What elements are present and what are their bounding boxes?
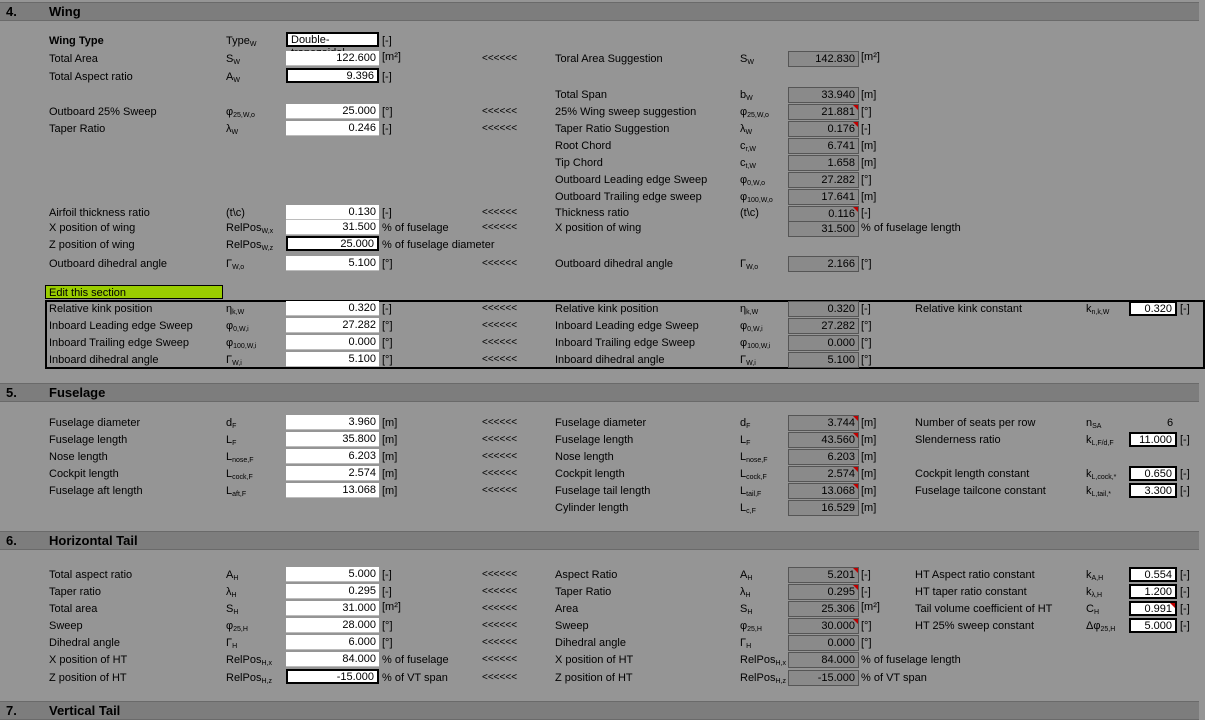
suggestion-arrow: <<<<<< [482,53,518,64]
ht-aspect-label: Total aspect ratio [49,569,133,581]
ht-area-suggestion-symbol: $S_H$ [740,603,753,616]
inboard-le-sweep-input[interactable]: 27.282 [286,318,379,333]
ht-area-suggestion-value: 25.306 [788,601,859,617]
inboard-dihedral-input[interactable]: 5.100 [286,352,379,367]
wing-zpos-label: Z position of wing [49,239,135,251]
section-header-vtail [0,701,1199,720]
ht-area-suggestion-label: Area [555,603,579,615]
wing-le-sweep-label: Outboard Leading edge Sweep [555,174,708,186]
wing-span-label: Total Span [555,89,607,101]
ht-dihedral-symbol: $\Gamma_H$ [226,637,238,650]
wing-taper-suggestion-value: 0.176 [788,121,859,137]
nose-length-suggestion-unit: [m] [861,451,877,463]
wing-thickness-unit: [-] [382,207,392,219]
ht-zpos-suggestion-value: -15.000 [788,670,859,686]
cylinder-length-value: 16.529 [788,500,859,516]
inboard-dihedral-symbol: $\Gamma_{W,i}$ [226,354,242,367]
ht-sweep-constant-symbol: $\Delta\varphi_{25,H}$ [1086,620,1116,633]
kink-position-input[interactable]: 0.320 [286,301,379,316]
tailcone-constant-unit: [-] [1180,485,1190,497]
wing-type-input[interactable]: Double- [286,32,379,47]
ht-aspect-input[interactable]: 5.000 [286,567,379,582]
ht-sweep-suggestion-symbol: $\varphi_{25,H}$ [740,620,762,633]
nose-length-suggestion-symbol: $L_{nose,F}$ [740,451,768,464]
wing-taper-unit: [-] [382,123,392,135]
wing-xpos-unit: % of fuselage [382,222,449,234]
wing-zpos-input[interactable]: 25.000 [286,236,379,251]
cylinder-length-symbol: $L_{c,F}$ [740,502,756,515]
wing-te-sweep-value: 17.641 [788,189,859,205]
ht-taper-constant-input[interactable]: 1.200 [1129,584,1177,599]
wing-root-chord-label: Root Chord [555,140,612,152]
cockpit-constant-unit: [-] [1180,468,1190,480]
cylinder-length-unit: [m] [861,502,877,514]
ht-area-input[interactable]: 31.000 [286,601,379,616]
wing-thickness-suggestion-symbol: (t\c) [740,207,759,219]
suggestion-arrow: <<<<<< [482,434,518,445]
fuselage-diameter-suggestion-symbol: $d_F$ [740,417,751,430]
tailcone-constant-input[interactable]: 3.300 [1129,483,1177,498]
suggestion-arrow: <<<<<< [482,123,518,134]
inboard-te-sweep-suggestion-value: 0.000 [788,335,859,351]
wing-area-suggestion-value: 142.830 [788,51,859,67]
wing-sweep-unit: [°] [382,106,393,118]
suggestion-arrow: <<<<<< [482,106,518,117]
inboard-le-sweep-label: Inboard Leading edge Sweep [49,320,193,332]
wing-dihedral-suggestion-symbol: $\Gamma_{W,o}$ [740,258,759,271]
wing-aspect-ratio-unit: [-] [382,71,392,83]
fuselage-length-unit: [m] [382,434,398,446]
wing-xpos-input[interactable]: 31.500 [286,220,379,235]
wing-area-input[interactable]: 122.600 [286,51,379,66]
fuselage-diameter-label: Fuselage diameter [49,417,141,429]
kink-position-suggestion-symbol: $\eta_{k,W}$ [740,303,759,316]
tailcone-constant-label: Fuselage tailcone constant [915,485,1046,497]
ht-aspect-suggestion-label: Aspect Ratio [555,569,618,581]
kink-position-label: Relative kink position [49,303,153,315]
wing-root-chord-symbol: $c_{r,W}$ [740,140,756,153]
cockpit-constant-symbol: $k_{L,cock,*}$ [1086,468,1117,481]
wing-dihedral-symbol: $\Gamma_{W,o}$ [226,258,245,271]
ht-aspect-unit: [-] [382,569,392,581]
ht-volume-symbol: $C_H$ [1086,603,1100,616]
suggestion-arrow: <<<<<< [482,603,518,614]
ht-aspect-symbol: $A_H$ [226,569,239,582]
nose-length-suggestion-label: Nose length [555,451,614,463]
wing-dihedral-suggestion-label: Outboard dihedral angle [555,258,674,270]
ht-taper-suggestion-symbol: $\lambda_H$ [740,586,751,599]
ht-dihedral-unit: [°] [382,637,393,649]
ht-sweep-suggestion-label: Sweep [555,620,589,632]
inboard-le-sweep-suggestion-symbol: $\varphi_{0,W,i}$ [740,320,763,333]
fuselage-diameter-symbol: $d_F$ [226,417,237,430]
wing-taper-suggestion-unit: [-] [861,123,871,135]
wing-dihedral-label: Outboard dihedral angle [49,258,168,270]
wing-dihedral-input[interactable]: 5.100 [286,256,379,271]
fuselage-diameter-unit: [m] [382,417,398,429]
suggestion-arrow: <<<<<< [482,258,518,269]
ht-xpos-symbol: RelPos$_{H,x}$ [226,654,272,667]
wing-thickness-input[interactable]: 0.130 [286,205,379,220]
ht-sweep-symbol: $\varphi_{25,H}$ [226,620,248,633]
ht-area-unit: [m²] [382,601,401,613]
inboard-le-sweep-suggestion-value: 27.282 [788,318,859,334]
fuselage-length-suggestion-unit: [m] [861,434,877,446]
section-title: Vertical Tail [49,703,121,718]
suggestion-arrow: <<<<<< [482,468,518,479]
fuselage-length-input[interactable]: 35.800 [286,432,379,447]
ht-aspect-constant-symbol: $k_{A,H}$ [1086,569,1104,582]
ht-xpos-unit: % of fuselage [382,654,449,666]
wing-sweep-label: Outboard 25% Sweep [49,106,157,118]
aft-length-unit: [m] [382,485,398,497]
section-title: Horizontal Tail [49,533,138,548]
nose-length-input[interactable]: 6.203 [286,449,379,464]
inboard-dihedral-unit: [°] [382,354,393,366]
inboard-te-sweep-symbol: $\varphi_{100,W,i}$ [226,337,257,350]
tail-length-suggestion-symbol: $L_{tail,F}$ [740,485,762,498]
ht-taper-constant-label: HT taper ratio constant [915,586,1027,598]
seats-per-row-label: Number of seats per row [915,417,1036,429]
slenderness-input[interactable]: 11.000 [1129,432,1177,447]
ht-taper-unit: [-] [382,586,392,598]
wing-type-symbol: Type$_W$ [226,35,257,48]
cockpit-length-label: Cockpit length [49,468,119,480]
ht-aspect-suggestion-symbol: $A_H$ [740,569,753,582]
wing-aspect-ratio-label: Total Aspect ratio [49,71,133,83]
cockpit-constant-label: Cockpit length constant [915,468,1030,480]
wing-sweep-input[interactable]: 25.000 [286,104,379,119]
ht-volume-label: Tail volume coefficient of HT [915,603,1053,615]
cockpit-constant-input[interactable]: 0.650 [1129,466,1177,481]
wing-thickness-label: Airfoil thickness ratio [49,207,150,219]
cylinder-length-label: Cylinder length [555,502,629,514]
slenderness-symbol: $k_{L,F/d,F}$ [1086,434,1114,447]
ht-xpos-suggestion-label: X position of HT [555,654,634,666]
ht-area-label: Total area [49,603,98,615]
wing-span-value: 33.940 [788,87,859,103]
ht-xpos-suggestion-symbol: RelPos$_{H,x}$ [740,654,786,667]
suggestion-arrow: <<<<<< [482,354,518,365]
ht-aspect-constant-unit: [-] [1180,569,1190,581]
wing-thickness-suggestion-label: Thickness ratio [555,207,629,219]
wing-xpos-suggestion-value: 31.500 [788,221,859,237]
suggestion-arrow: <<<<<< [482,485,518,496]
ht-taper-suggestion-value: 0.295 [788,584,859,600]
fuselage-length-suggestion-symbol: $L_F$ [740,434,751,447]
ht-aspect-constant-input[interactable]: 0.554 [1129,567,1177,582]
cockpit-length-symbol: $L_{cock,F}$ [226,468,253,481]
wing-area-suggestion-label: Toral Area Suggestion [555,53,663,65]
cockpit-length-input[interactable]: 2.574 [286,466,379,481]
ht-dihedral-suggestion-value: 0.000 [788,635,859,651]
wing-thickness-suggestion-value: 0.116 [788,206,859,222]
wing-area-unit: [m²] [382,51,401,63]
suggestion-arrow: <<<<<< [482,320,518,331]
suggestion-arrow: <<<<<< [482,586,518,597]
suggestion-arrow: <<<<<< [482,417,518,428]
kink-constant-label: Relative kink constant [915,303,1022,315]
suggestion-arrow: <<<<<< [482,451,518,462]
wing-area-symbol: $S_W$ [226,53,240,66]
inboard-dihedral-suggestion-unit: [°] [861,354,872,366]
section-number: 6. [6,533,17,548]
section-number: 5. [6,385,17,400]
ht-taper-suggestion-label: Taper Ratio [555,586,612,598]
ht-sweep-label: Sweep [49,620,83,632]
section-header-htail [0,531,1199,550]
nose-length-unit: [m] [382,451,398,463]
wing-area-suggestion-symbol: $S_W$ [740,53,754,66]
wing-te-sweep-symbol: $\varphi_{100,W,o}$ [740,191,773,204]
ht-aspect-constant-label: HT Aspect ratio constant [915,569,1035,581]
wing-zpos-unit: % of fuselage diameter [382,239,495,251]
inboard-te-sweep-suggestion-unit: [°] [861,337,872,349]
cockpit-length-suggestion-unit: [m] [861,468,877,480]
wing-taper-suggestion-label: Taper Ratio Suggestion [555,123,670,135]
wing-xpos-suggestion-label: X position of wing [555,222,642,234]
wing-sweep-symbol: $\varphi_{25,W,o}$ [226,106,255,119]
inboard-dihedral-suggestion-symbol: $\Gamma_{W,i}$ [740,354,756,367]
suggestion-arrow: <<<<<< [482,303,518,314]
inboard-dihedral-label: Inboard dihedral angle [49,354,159,366]
section-header-fuselage [0,383,1199,402]
ht-taper-suggestion-unit: [-] [861,586,871,598]
ht-sweep-suggestion-value: 30.000 [788,618,859,634]
wing-xpos-label: X position of wing [49,222,136,234]
ht-aspect-suggestion-value: 5.201 [788,567,859,583]
wing-tip-chord-unit: [m] [861,157,877,169]
wing-xpos-suggestion-unit: % of fuselage length [861,222,961,234]
wing-aspect-ratio-symbol: $A_W$ [226,71,240,84]
section-title: Wing [49,4,81,19]
wing-tip-chord-value: 1.658 [788,155,859,171]
wing-type-unit: [-] [382,35,392,47]
wing-root-chord-value: 6.741 [788,138,859,154]
inboard-dihedral-suggestion-label: Inboard dihedral angle [555,354,665,366]
kink-position-symbol: $\eta_{k,W}$ [226,303,245,316]
wing-thickness-suggestion-unit: [-] [861,207,871,219]
wing-area-label: Total Area [49,53,98,65]
inboard-le-sweep-symbol: $\varphi_{0,W,i}$ [226,320,249,333]
ht-zpos-symbol: RelPos$_{H,z}$ [226,672,272,685]
wing-thickness-symbol: (t\c) [226,207,245,219]
ht-area-suggestion-unit: [m²] [861,601,880,613]
ht-zpos-label: Z position of HT [49,672,127,684]
seats-per-row-symbol: $n_{SA}$ [1086,417,1102,430]
ht-dihedral-label: Dihedral angle [49,637,120,649]
ht-taper-label: Taper ratio [49,586,101,598]
ht-sweep-constant-unit: [-] [1180,620,1190,632]
suggestion-arrow: <<<<<< [482,672,518,683]
edit-section-banner[interactable]: Edit this section [45,285,223,299]
wing-taper-symbol: $\lambda_W$ [226,123,239,136]
ht-xpos-label: X position of HT [49,654,128,666]
tail-length-suggestion-unit: [m] [861,485,877,497]
fuselage-diameter-suggestion-label: Fuselage diameter [555,417,647,429]
wing-le-sweep-value: 27.282 [788,172,859,188]
cockpit-length-suggestion-value: 2.574 [788,466,859,482]
ht-zpos-suggestion-symbol: RelPos$_{H,z}$ [740,672,786,685]
wing-taper-label: Taper Ratio [49,123,106,135]
kink-position-suggestion-unit: [-] [861,303,871,315]
ht-sweep-constant-label: HT 25% sweep constant [915,620,1035,632]
fuselage-diameter-suggestion-value: 3.744 [788,415,859,431]
inboard-te-sweep-label: Inboard Trailing edge Sweep [49,337,190,349]
inboard-te-sweep-unit: [°] [382,337,393,349]
inboard-le-sweep-unit: [°] [382,320,393,332]
kink-constant-symbol: $k_{n,k,W}$ [1086,303,1110,316]
tail-length-suggestion-label: Fuselage tail length [555,485,651,497]
suggestion-arrow: <<<<<< [482,207,518,218]
wing-area-suggestion-unit: [m²] [861,51,880,63]
suggestion-arrow: <<<<<< [482,654,518,665]
fuselage-diameter-suggestion-unit: [m] [861,417,877,429]
ht-sweep-unit: [°] [382,620,393,632]
wing-sweep-suggestion-label: 25% Wing sweep suggestion [555,106,697,118]
wing-sweep-suggestion-unit: [°] [861,106,872,118]
ht-volume-unit: [-] [1180,603,1190,615]
suggestion-arrow: <<<<<< [482,222,518,233]
kink-constant-unit: [-] [1180,303,1190,315]
kink-position-suggestion-value: 0.320 [788,301,859,317]
wing-sweep-suggestion-value: 21.881 [788,104,859,120]
suggestion-arrow: <<<<<< [482,637,518,648]
fuselage-length-suggestion-label: Fuselage length [555,434,634,446]
wing-tip-chord-label: Tip Chord [555,157,603,169]
wing-taper-suggestion-symbol: $\lambda_W$ [740,123,753,136]
cockpit-length-unit: [m] [382,468,398,480]
ht-dihedral-suggestion-unit: [°] [861,637,872,649]
ht-xpos-input[interactable]: 84.000 [286,652,379,667]
tail-length-suggestion-value: 13.068 [788,483,859,499]
wing-type-label: Wing Type [49,35,104,47]
aft-length-symbol: $L_{aft,F}$ [226,485,247,498]
ht-taper-constant-symbol: $k_{\lambda,H}$ [1086,586,1102,599]
section-number: 7. [6,703,17,718]
ht-dihedral-suggestion-symbol: $\Gamma_H$ [740,637,752,650]
ht-zpos-unit: % of VT span [382,672,448,684]
kink-position-suggestion-label: Relative kink position [555,303,659,315]
wing-le-sweep-symbol: $\varphi_{0,W,o}$ [740,174,766,187]
ht-zpos-input[interactable]: -15.000 [286,669,379,684]
wing-taper-input[interactable]: 0.246 [286,121,379,136]
ht-xpos-suggestion-unit: % of fuselage length [861,654,961,666]
inboard-te-sweep-suggestion-label: Inboard Trailing edge Sweep [555,337,696,349]
ht-xpos-suggestion-value: 84.000 [788,652,859,668]
inboard-te-sweep-suggestion-symbol: $\varphi_{100,W,i}$ [740,337,771,350]
fuselage-length-symbol: $L_F$ [226,434,237,447]
wing-zpos-symbol: RelPos$_{W,z}$ [226,239,274,252]
fuselage-length-suggestion-value: 43.560 [788,432,859,448]
wing-te-sweep-label: Outboard Trailing edge sweep [555,191,702,203]
ht-zpos-suggestion-unit: % of VT span [861,672,927,684]
wing-dihedral-unit: [°] [382,258,393,270]
wing-root-chord-unit: [m] [861,140,877,152]
ht-taper-constant-unit: [-] [1180,586,1190,598]
suggestion-arrow: <<<<<< [482,620,518,631]
wing-sweep-suggestion-symbol: $\varphi_{25,W,o}$ [740,106,769,119]
ht-sweep-constant-input[interactable]: 5.000 [1129,618,1177,633]
ht-taper-input[interactable]: 0.295 [286,584,379,599]
inboard-dihedral-suggestion-value: 5.100 [788,352,859,368]
inboard-le-sweep-suggestion-unit: [°] [861,320,872,332]
ht-dihedral-input[interactable]: 6.000 [286,635,379,650]
slenderness-unit: [-] [1180,434,1190,446]
wing-dihedral-suggestion-unit: [°] [861,258,872,270]
section-number: 4. [6,4,17,19]
ht-volume-input[interactable]: 0.991 [1129,601,1177,616]
ht-sweep-suggestion-unit: [°] [861,620,872,632]
ht-zpos-suggestion-label: Z position of HT [555,672,633,684]
nose-length-label: Nose length [49,451,108,463]
ht-sweep-input[interactable]: 28.000 [286,618,379,633]
ht-taper-symbol: $\lambda_H$ [226,586,237,599]
aft-length-input[interactable]: 13.068 [286,483,379,498]
wing-te-sweep-unit: [m] [861,191,877,203]
fuselage-length-label: Fuselage length [49,434,128,446]
wing-dihedral-suggestion-value: 2.166 [788,256,859,272]
inboard-le-sweep-suggestion-label: Inboard Leading edge Sweep [555,320,699,332]
wing-aspect-ratio-input[interactable]: 9.396 [286,68,379,83]
kink-position-unit: [-] [382,303,392,315]
aft-length-label: Fuselage aft length [49,485,143,497]
kink-constant-input[interactable]: 0.320 [1129,301,1177,316]
suggestion-arrow: <<<<<< [482,337,518,348]
section-title: Fuselage [49,385,106,400]
suggestion-arrow: <<<<<< [482,569,518,580]
inboard-te-sweep-input[interactable]: 0.000 [286,335,379,350]
ht-area-symbol: $S_H$ [226,603,239,616]
wing-xpos-symbol: RelPos$_{W,x}$ [226,222,274,235]
ht-aspect-suggestion-unit: [-] [861,569,871,581]
nose-length-suggestion-value: 6.203 [788,449,859,465]
wing-span-unit: [m] [861,89,877,101]
ht-dihedral-suggestion-label: Dihedral angle [555,637,626,649]
tailcone-constant-symbol: $k_{L,tail,*}$ [1086,485,1111,498]
wing-tip-chord-symbol: $c_{t,W}$ [740,157,756,170]
wing-span-symbol: $b_W$ [740,89,753,102]
slenderness-label: Slenderness ratio [915,434,1001,446]
fuselage-diameter-input[interactable]: 3.960 [286,415,379,430]
cockpit-length-suggestion-label: Cockpit length [555,468,625,480]
cockpit-length-suggestion-symbol: $L_{cock,F}$ [740,468,767,481]
section-header-wing [0,2,1199,21]
wing-le-sweep-unit: [°] [861,174,872,186]
seats-per-row-value: 6 [1167,417,1174,429]
nose-length-symbol: $L_{nose,F}$ [226,451,254,464]
